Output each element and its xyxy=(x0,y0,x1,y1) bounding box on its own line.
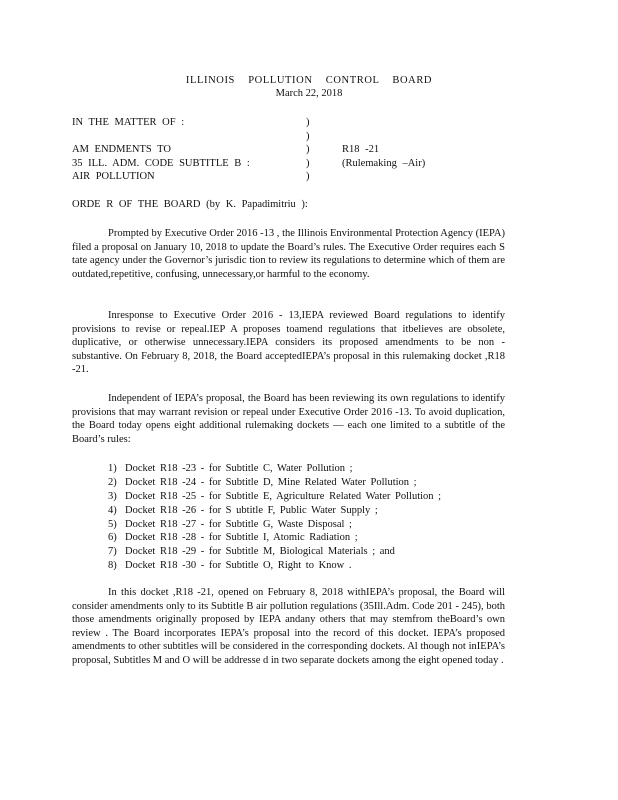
caption-row xyxy=(72,143,552,157)
caption-row xyxy=(72,130,552,144)
case-caption xyxy=(72,116,552,184)
caption-left: AM ENDMENTS TO xyxy=(72,144,171,156)
caption-left: 35 ILL. ADM. CODE SUBTITLE B : xyxy=(72,157,250,169)
paragraph: Prompted by Executive Order 2016 -13 , the Illinois Environmental Protection Agency (IEPA) filed a proposal on January 10, 2018 to update the Board’s rules. The Executive Order requires each S tate agency under the Governor’s jurisdic tion to review its regulations to determine which of them are outdated,repetitive, confusing, unnecessary,or harmful to the economy. xyxy=(72,228,505,280)
list-text: Docket R18 -28 - for Subtitle I, Atomic Radiation ; xyxy=(125,532,358,544)
caption-left: AIR POLLUTION xyxy=(72,171,155,183)
paragraph: Inresponse to Executive Order 2016 - 13,IEPA reviewed Board regulations to identify provisions to revise or repeal.IEP A proposes toamend regulations that itbelieves are obsolete, duplicative, or otherwise unnecessary.IEPA considers its proposed amendments to be non - substantive. On February 8, 2018, the Board acceptedIEPA’s proposal in this rulemaking docket ,R18 -21. xyxy=(72,310,505,376)
paragraph: Independent of IEPA’s proposal, the Board has been reviewing its own regulations to identify provisions that may warrant revision or repeal under Executive Order 2016 -13. To avoid duplication, the Board today opens eight additional rulemaking dockets — each one limited to a subtitle of the Board’s rules: xyxy=(72,393,505,445)
list-item xyxy=(108,462,508,476)
caption-paren: ) xyxy=(306,171,310,183)
rulemaking-type: (Rulemaking –Air) xyxy=(342,157,426,169)
list-number: 4) xyxy=(108,504,117,516)
list-text: Docket R18 -24 - for Subtitle D, Mine Related Water Pollution ; xyxy=(125,476,417,488)
list-item xyxy=(108,504,508,518)
list-number: 1) xyxy=(108,463,117,474)
list-text: Docket R18 -27 - for Subtitle G, Waste Disposal ; xyxy=(125,518,352,530)
caption-paren: ) xyxy=(306,130,310,142)
paragraph: In this docket ,R18 -21, opened on February 8, 2018 withIEPA’s proposal, the Board will consider amendments only to its Subtitle B air pollution regulations (35Ill.Adm. Code 201 - 245), both those amendments originally proposed by IEPA andany others that may stemfrom theBoard’s own review . The Board incorporates IEPA’s proposal into the record of this docket. IEPA’s proposed amendments to other subtitles will be considered in the corresponding dockets. Al though not inIEPA’s proposal, Subtitles M and O will be addresse d in two separate dockets among the eight opened today . xyxy=(72,587,505,666)
docket-list xyxy=(108,462,508,573)
list-text: Docket R18 -25 - for Subtitle E, Agriculture Related Water Pollution ; xyxy=(125,490,442,502)
board-title: ILLINOIS POLLUTION CONTROL BOARD xyxy=(185,75,433,86)
list-number: 3) xyxy=(108,490,117,502)
document-date: March 22, 2018 xyxy=(275,88,343,99)
docket-number: R18 -21 xyxy=(342,144,380,156)
list-text: Docket R18 -23 - for Subtitle C, Water Pollution ; xyxy=(125,463,353,474)
list-item xyxy=(108,476,508,490)
caption-paren: ) xyxy=(306,117,310,128)
caption-row xyxy=(72,170,552,184)
list-number: 2) xyxy=(108,476,117,488)
list-item xyxy=(108,531,508,545)
caption-left: IN THE MATTER OF : xyxy=(72,117,185,128)
list-number: 6) xyxy=(108,532,117,544)
list-number: 7) xyxy=(108,546,117,558)
list-item xyxy=(108,518,508,532)
list-number: 5) xyxy=(108,518,117,530)
caption-row xyxy=(72,157,552,171)
caption-paren: ) xyxy=(306,144,310,156)
order-heading: ORDE R OF THE BOARD (by K. Papadimitriu ): xyxy=(72,199,308,210)
list-number: 8) xyxy=(108,560,117,572)
list-item xyxy=(108,559,508,573)
list-item xyxy=(108,490,508,504)
list-text: Docket R18 -30 - for Subtitle O, Right to Know . xyxy=(125,560,352,572)
list-text: Docket R18 -29 - for Subtitle M, Biological Materials ; and xyxy=(125,546,395,558)
list-text: Docket R18 -26 - for S ubtitle F, Public Water Supply ; xyxy=(125,504,378,516)
document-header xyxy=(0,74,618,100)
caption-row xyxy=(72,116,552,130)
list-item xyxy=(108,545,508,559)
caption-paren: ) xyxy=(306,157,310,169)
